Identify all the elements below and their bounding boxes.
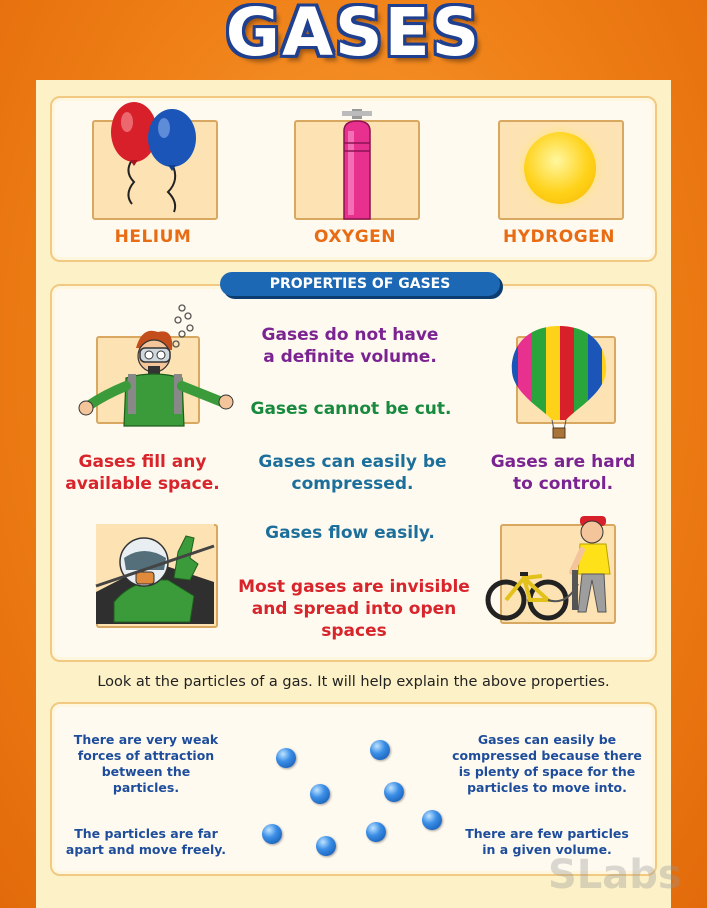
oxygen-frame [294, 120, 420, 220]
note-weak-forces: There are very weak forces of attraction between the particles. [73, 732, 219, 795]
gas-particle [384, 782, 404, 802]
bicycle-pump-icon [486, 514, 636, 624]
note-far-apart: The particles are far apart and move freely. [65, 826, 227, 857]
hot-air-balloon-icon [504, 322, 614, 442]
particles-intro: Look at the particles of a gas. It will help explain the above properties. [97, 674, 610, 690]
gas-label-hydrogen: HYDROGEN [503, 227, 615, 247]
note-compression: Gases can easily be compressed because there is plenty of space for the particles to move into. [452, 732, 642, 795]
watermark-logo: SLabs [548, 852, 682, 898]
poster-title: GASES [225, 0, 482, 71]
helium-frame [92, 120, 218, 220]
property-flow-easily: Gases flow easily. [265, 523, 435, 543]
pilot-icon [94, 522, 216, 626]
gas-particle [422, 810, 442, 830]
property-fill-space: Gases fill any available space. [65, 452, 220, 494]
gas-label-helium: HELIUM [114, 227, 192, 247]
gas-particle [366, 822, 386, 842]
gas-particle [370, 740, 390, 760]
gas-particle [262, 824, 282, 844]
gas-particle [310, 784, 330, 804]
property-cannot-be-cut: Gases cannot be cut. [250, 399, 452, 419]
diver-icon [78, 298, 238, 438]
properties-banner: PROPERTIES OF GASES [220, 272, 500, 296]
gas-particle [276, 748, 296, 768]
property-hard-to-control: Gases are hard to control. [490, 452, 636, 494]
hydrogen-frame [498, 120, 624, 220]
balloons-icon [94, 102, 216, 212]
gas-cylinder-icon [296, 109, 418, 219]
sun-icon [524, 132, 596, 204]
gas-label-oxygen: OXYGEN [313, 227, 397, 247]
property-invisible: Most gases are invisible and spread into open spaces [238, 577, 470, 641]
gas-particle [316, 836, 336, 856]
property-no-definite-volume: Gases do not have a definite volume. [261, 325, 439, 367]
property-compressed: Gases can easily be compressed. [258, 452, 447, 494]
note-few-particles: There are few particles in a given volume. [465, 826, 629, 857]
